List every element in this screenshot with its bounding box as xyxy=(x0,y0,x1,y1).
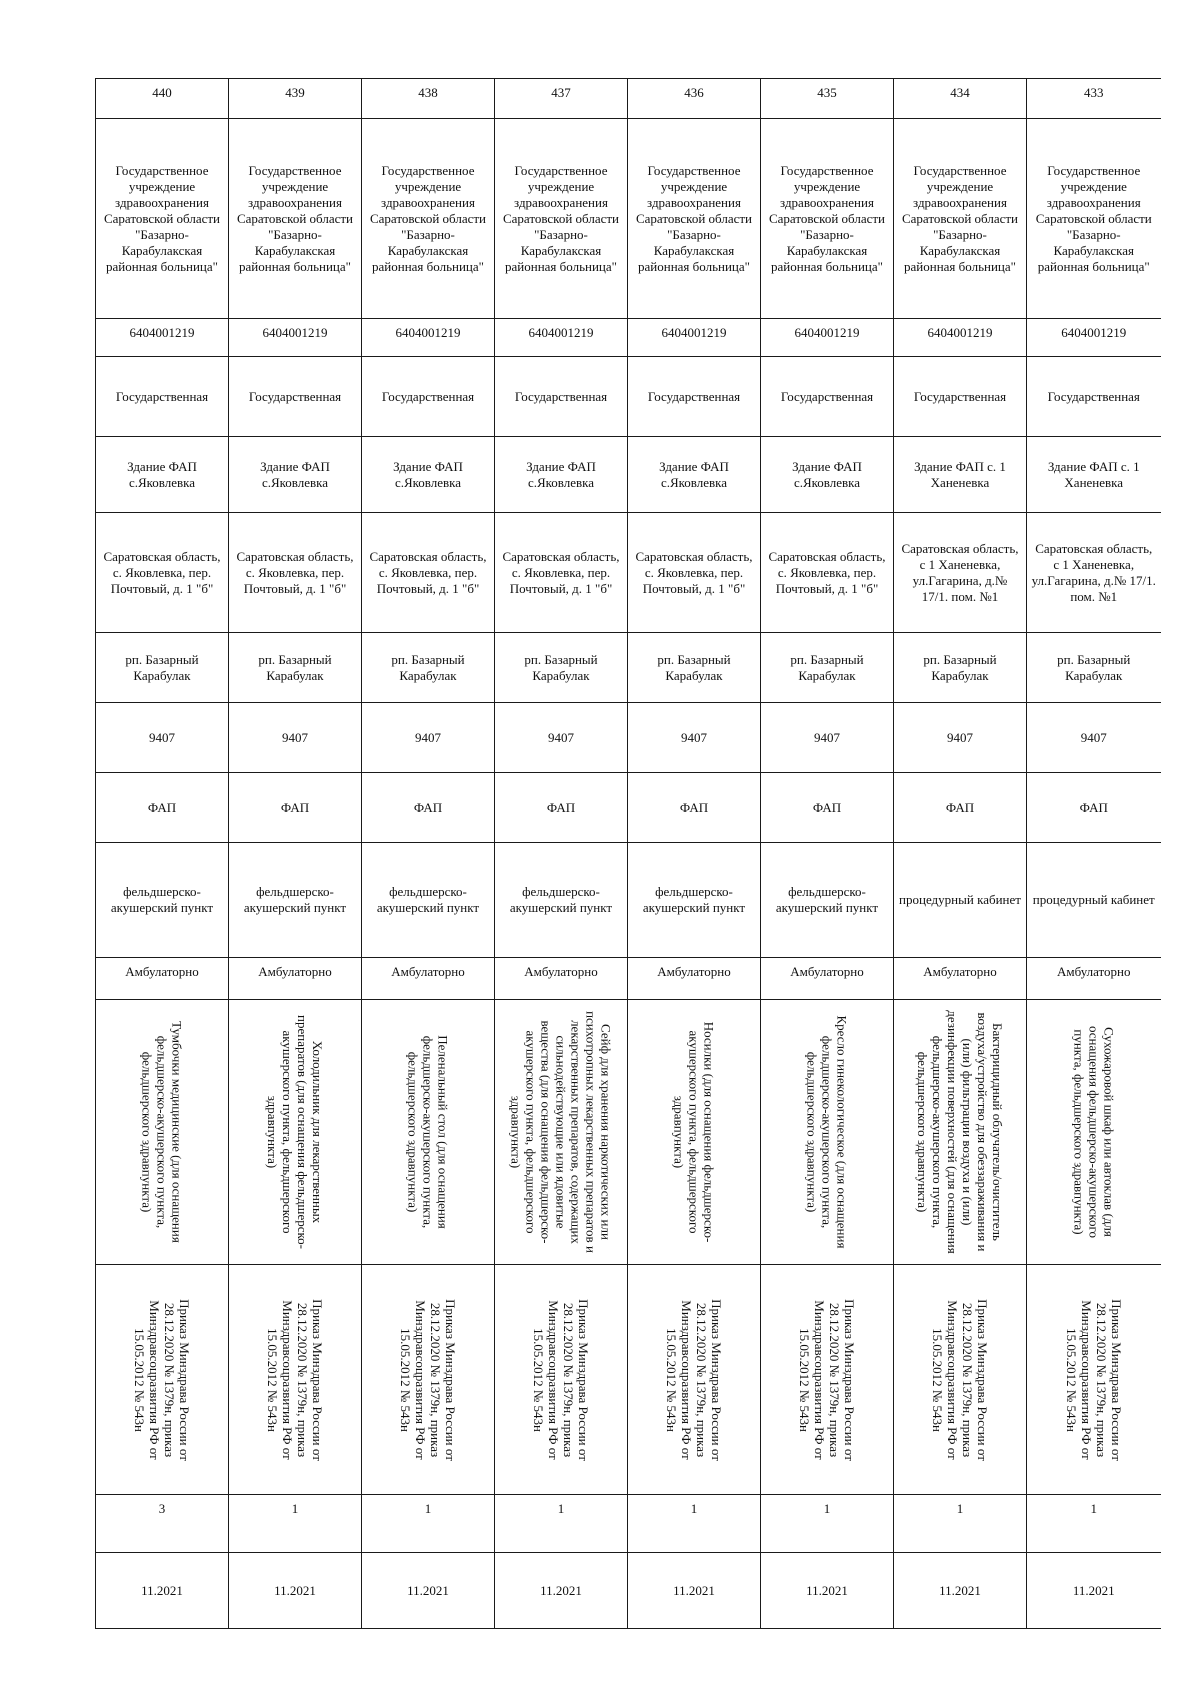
cell-unit-name: фельдшерско-акушерский пункт xyxy=(96,843,229,958)
cell-building: Здание ФАП с. 1 Ханеневка xyxy=(894,437,1027,513)
cell-date: 11.2021 xyxy=(1027,1553,1161,1629)
cell-date: 11.2021 xyxy=(96,1553,229,1629)
order-text: Приказ Минздрава России от 28.12.2020 № 1379н, приказ Минздравсоцразвития РФ от 15.05.2012 № 543н xyxy=(265,1298,325,1461)
cell-number: 437 xyxy=(495,79,628,119)
cell-building: Здание ФАП с.Яковлевка xyxy=(495,437,628,513)
cell-organization: Государственное учреждение здравоохранения Саратовской области "Базарно-Карабулакская районная больница" xyxy=(761,119,894,319)
cell-unit-name: процедурный кабинет xyxy=(1027,843,1161,958)
cell-ownership: Государственная xyxy=(761,357,894,437)
cell-date: 11.2021 xyxy=(628,1553,761,1629)
row-inn xyxy=(96,319,1161,357)
cell-unit-name: фельдшерско-акушерский пункт xyxy=(761,843,894,958)
cell-district: рп. Базарный Карабулак xyxy=(229,633,362,703)
cell-unit-name: фельдшерско-акушерский пункт xyxy=(628,843,761,958)
cell-address: Саратовская область, с. Яковлевка, пер. Почтовый, д. 1 "б" xyxy=(495,513,628,633)
cell-organization: Государственное учреждение здравоохранения Саратовской области "Базарно-Карабулакская районная больница" xyxy=(1027,119,1161,319)
cell-address: Саратовская область, с. Яковлевка, пер. Почтовый, д. 1 "б" xyxy=(362,513,495,633)
cell-quantity: 1 xyxy=(628,1495,761,1553)
cell-unit-type: ФАП xyxy=(628,773,761,843)
cell-care-form: Амбулаторно xyxy=(362,958,495,1000)
cell-address: Саратовская область, с. Яковлевка, пер. Почтовый, д. 1 "б" xyxy=(229,513,362,633)
cell-date: 11.2021 xyxy=(495,1553,628,1629)
cell-quantity: 3 xyxy=(96,1495,229,1553)
cell-inn: 6404001219 xyxy=(761,319,894,357)
row-care-form xyxy=(96,958,1161,1000)
cell-quantity: 1 xyxy=(894,1495,1027,1553)
order-text: Приказ Минздрава России от 28.12.2020 № 1379н, приказ Минздравсоцразвития РФ от 15.05.2012 № 543н xyxy=(1063,1298,1124,1461)
cell-equipment xyxy=(229,1000,362,1265)
row-building xyxy=(96,437,1161,513)
cell-inn: 6404001219 xyxy=(628,319,761,357)
cell-organization: Государственное учреждение здравоохранения Саратовской области "Базарно-Карабулакская районная больница" xyxy=(96,119,229,319)
row-date xyxy=(96,1553,1161,1629)
cell-equipment xyxy=(761,1000,894,1265)
cell-inn: 6404001219 xyxy=(362,319,495,357)
order-text: Приказ Минздрава России от 28.12.2020 № 1379н, приказ Минздравсоцразвития РФ от 15.05.2012 № 543н xyxy=(531,1298,591,1461)
equipment-text: Тумбочки медицинские (для оснащения фельдшерско-акушерского пункта, фельдшерского здравпункта) xyxy=(139,1021,185,1243)
cell-code: 9407 xyxy=(894,703,1027,773)
cell-ownership: Государственная xyxy=(362,357,495,437)
cell-organization: Государственное учреждение здравоохранения Саратовской области "Базарно-Карабулакская районная больница" xyxy=(229,119,362,319)
cell-equipment xyxy=(1027,1000,1161,1265)
row-code xyxy=(96,703,1161,773)
cell-code: 9407 xyxy=(495,703,628,773)
equipment-text: Носилки (для оснащения фельдшерско-акушерского пункта, фельдшерского здравпункта) xyxy=(671,1021,717,1243)
equipment-text: Сухожаровой шкаф или автоклав (для оснащения фельдшерско-акушерского пункта, фельдшерского здравпункта) xyxy=(1071,1025,1117,1239)
row-address xyxy=(96,513,1161,633)
cell-code: 9407 xyxy=(229,703,362,773)
cell-number: 436 xyxy=(628,79,761,119)
cell-unit-type: ФАП xyxy=(1027,773,1161,843)
cell-ownership: Государственная xyxy=(495,357,628,437)
cell-building: Здание ФАП с.Яковлевка xyxy=(229,437,362,513)
cell-order xyxy=(495,1265,628,1495)
cell-address: Саратовская область, с. Яковлевка, пер. Почтовый, д. 1 "б" xyxy=(761,513,894,633)
cell-organization: Государственное учреждение здравоохранения Саратовской области "Базарно-Карабулакская районная больница" xyxy=(362,119,495,319)
cell-address: Саратовская область, с. Яковлевка, пер. Почтовый, д. 1 "б" xyxy=(96,513,229,633)
equipment-table xyxy=(95,78,1161,1629)
cell-date: 11.2021 xyxy=(229,1553,362,1629)
row-organization xyxy=(96,119,1161,319)
row-equipment xyxy=(96,1000,1161,1265)
cell-ownership: Государственная xyxy=(894,357,1027,437)
cell-number: 438 xyxy=(362,79,495,119)
cell-order xyxy=(362,1265,495,1495)
equipment-text: Сейф для хранения наркотических или психотропных лекарственных препаратов и лекарственных препаратов, содержащих сильнодействующие или ядовитые вещества (для оснащения фельдшерско-акушерского пункта, фельдшерского здравпункта) xyxy=(508,1011,614,1253)
cell-unit-name: фельдшерско-акушерский пункт xyxy=(229,843,362,958)
cell-address: Саратовская область, с 1 Ханеневка, ул.Гагарина, д.№ 17/1. пом. №1 xyxy=(1027,513,1161,633)
cell-code: 9407 xyxy=(362,703,495,773)
cell-unit-type: ФАП xyxy=(495,773,628,843)
cell-ownership: Государственная xyxy=(229,357,362,437)
cell-quantity: 1 xyxy=(1027,1495,1161,1553)
order-text: Приказ Минздрава России от 28.12.2020 № 1379н, приказ Минздравсоцразвития РФ от 15.05.2012 № 543н xyxy=(797,1298,857,1461)
cell-equipment xyxy=(628,1000,761,1265)
cell-date: 11.2021 xyxy=(362,1553,495,1629)
cell-care-form: Амбулаторно xyxy=(229,958,362,1000)
cell-building: Здание ФАП с.Яковлевка xyxy=(628,437,761,513)
cell-unit-name: фельдшерско-акушерский пункт xyxy=(495,843,628,958)
cell-ownership: Государственная xyxy=(1027,357,1161,437)
cell-equipment xyxy=(96,1000,229,1265)
cell-equipment xyxy=(495,1000,628,1265)
cell-number: 433 xyxy=(1027,79,1161,119)
cell-number: 439 xyxy=(229,79,362,119)
cell-organization: Государственное учреждение здравоохранения Саратовской области "Базарно-Карабулакская районная больница" xyxy=(894,119,1027,319)
cell-date: 11.2021 xyxy=(761,1553,894,1629)
cell-quantity: 1 xyxy=(495,1495,628,1553)
cell-organization: Государственное учреждение здравоохранения Саратовской области "Базарно-Карабулакская районная больница" xyxy=(495,119,628,319)
cell-unit-type: ФАП xyxy=(229,773,362,843)
cell-inn: 6404001219 xyxy=(1027,319,1161,357)
cell-number: 440 xyxy=(96,79,229,119)
cell-inn: 6404001219 xyxy=(495,319,628,357)
cell-order xyxy=(96,1265,229,1495)
cell-building: Здание ФАП с.Яковлевка xyxy=(761,437,894,513)
cell-inn: 6404001219 xyxy=(894,319,1027,357)
cell-number: 434 xyxy=(894,79,1027,119)
cell-care-form: Амбулаторно xyxy=(495,958,628,1000)
row-ownership xyxy=(96,357,1161,437)
cell-building: Здание ФАП с. 1 Ханеневка xyxy=(1027,437,1161,513)
cell-inn: 6404001219 xyxy=(96,319,229,357)
cell-unit-type: ФАП xyxy=(362,773,495,843)
order-text: Приказ Минздрава России от 28.12.2020 № 1379н, приказ Минздравсоцразвития РФ от 15.05.2012 № 543н xyxy=(132,1298,192,1461)
cell-care-form: Амбулаторно xyxy=(96,958,229,1000)
cell-care-form: Амбулаторно xyxy=(628,958,761,1000)
equipment-text: Пеленальный стол (для оснащения фельдшерско-акушерского пункта, фельдшерского здравпункта) xyxy=(405,1035,451,1229)
row-unit-type xyxy=(96,773,1161,843)
cell-equipment xyxy=(894,1000,1027,1265)
cell-address: Саратовская область, с. Яковлевка, пер. Почтовый, д. 1 "б" xyxy=(628,513,761,633)
order-text: Приказ Минздрава России от 28.12.2020 № 1379н, приказ Минздравсоцразвития РФ от 15.05.2012 № 543н xyxy=(398,1298,458,1461)
row-district xyxy=(96,633,1161,703)
cell-ownership: Государственная xyxy=(96,357,229,437)
cell-code: 9407 xyxy=(628,703,761,773)
cell-order xyxy=(761,1265,894,1495)
cell-quantity: 1 xyxy=(761,1495,894,1553)
cell-address: Саратовская область, с 1 Ханеневка, ул.Гагарина, д.№ 17/1. пом. №1 xyxy=(894,513,1027,633)
cell-district: рп. Базарный Карабулак xyxy=(761,633,894,703)
cell-quantity: 1 xyxy=(362,1495,495,1553)
cell-district: рп. Базарный Карабулак xyxy=(362,633,495,703)
cell-quantity: 1 xyxy=(229,1495,362,1553)
cell-code: 9407 xyxy=(96,703,229,773)
cell-order xyxy=(628,1265,761,1495)
cell-number: 435 xyxy=(761,79,894,119)
cell-unit-type: ФАП xyxy=(96,773,229,843)
cell-order xyxy=(1027,1265,1161,1495)
cell-district: рп. Базарный Карабулак xyxy=(1027,633,1161,703)
cell-organization: Государственное учреждение здравоохранения Саратовской области "Базарно-Карабулакская районная больница" xyxy=(628,119,761,319)
equipment-text: Холодильник для лекарственных препаратов (для оснащения фельдшерско-акушерского пункта, фельдшерского здравпункта) xyxy=(265,1015,325,1249)
cell-date: 11.2021 xyxy=(894,1553,1027,1629)
cell-care-form: Амбулаторно xyxy=(1027,958,1161,1000)
cell-unit-name: фельдшерско-акушерский пункт xyxy=(362,843,495,958)
cell-building: Здание ФАП с.Яковлевка xyxy=(96,437,229,513)
cell-code: 9407 xyxy=(1027,703,1161,773)
cell-equipment xyxy=(362,1000,495,1265)
row-unit-name xyxy=(96,843,1161,958)
row-quantity xyxy=(96,1495,1161,1553)
cell-ownership: Государственная xyxy=(628,357,761,437)
row-number xyxy=(96,79,1161,119)
cell-order xyxy=(894,1265,1027,1495)
cell-care-form: Амбулаторно xyxy=(894,958,1027,1000)
cell-order xyxy=(229,1265,362,1495)
row-order xyxy=(96,1265,1161,1495)
cell-district: рп. Базарный Карабулак xyxy=(96,633,229,703)
cell-unit-name: процедурный кабинет xyxy=(894,843,1027,958)
cell-unit-type: ФАП xyxy=(761,773,894,843)
equipment-text: Кресло гинекологическое (для оснащения фельдшерско-акушерского пункта, фельдшерского здравпункта) xyxy=(804,1015,850,1249)
order-text: Приказ Минздрава России от 28.12.2020 № 1379н, приказ Минздравсоцразвития РФ от 15.05.2012 № 543н xyxy=(930,1298,990,1461)
cell-building: Здание ФАП с.Яковлевка xyxy=(362,437,495,513)
cell-district: рп. Базарный Карабулак xyxy=(894,633,1027,703)
equipment-text: Бактерицидный облучатель/очиститель воздуха/устройство для обеззараживания и (или) фильтрации воздуха и (или) дезинфекции поверхностей (для оснащения фельдшерско-акушерского пункта, фельдшерского здравпункта) xyxy=(915,1010,1005,1254)
cell-code: 9407 xyxy=(761,703,894,773)
cell-district: рп. Базарный Карабулак xyxy=(628,633,761,703)
cell-inn: 6404001219 xyxy=(229,319,362,357)
cell-care-form: Амбулаторно xyxy=(761,958,894,1000)
cell-unit-type: ФАП xyxy=(894,773,1027,843)
cell-district: рп. Базарный Карабулак xyxy=(495,633,628,703)
order-text: Приказ Минздрава России от 28.12.2020 № 1379н, приказ Минздравсоцразвития РФ от 15.05.2012 № 543н xyxy=(664,1298,724,1461)
